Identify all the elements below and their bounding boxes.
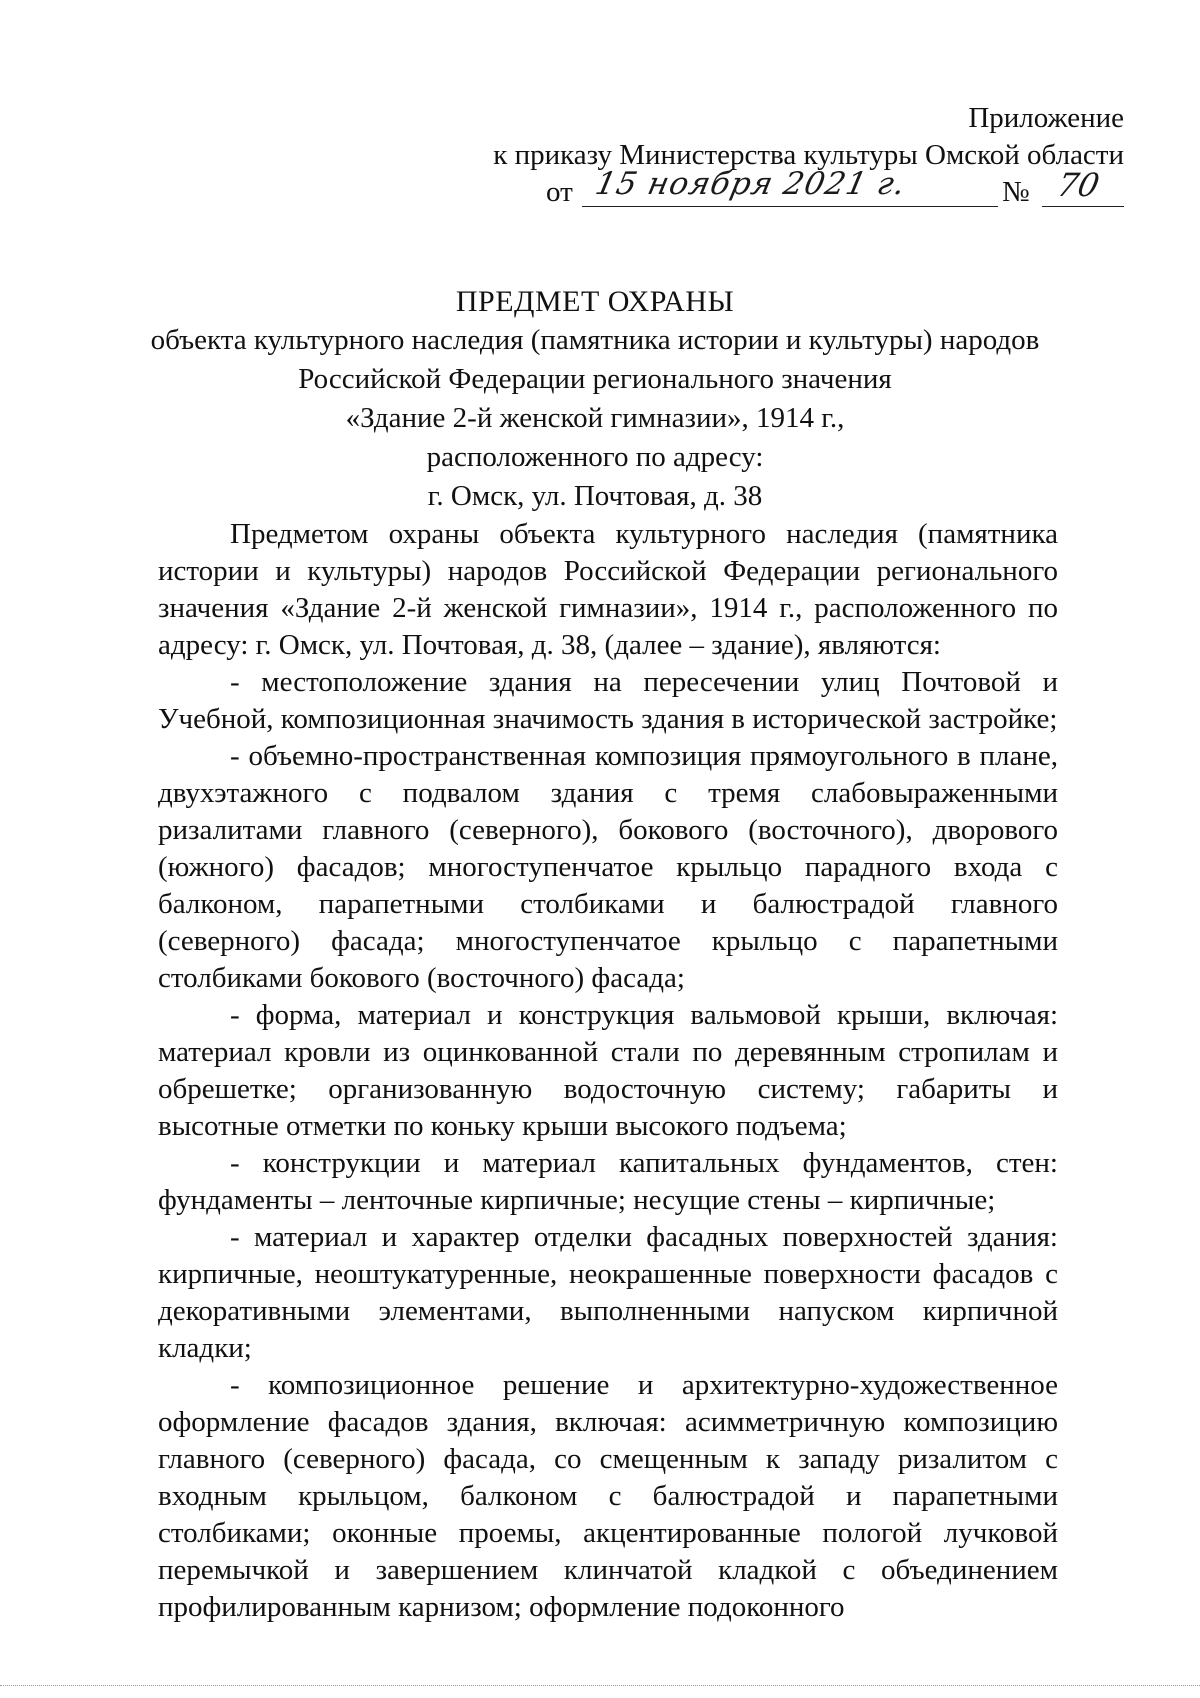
paragraph-facade-finish: - материал и характер отделки фасадных поверхностей здания: кирпичные, неоштукатуренные, неокрашенные поверхности фасадов с декоративными элементами, выполненными напуском кирпичной кладки; <box>158 1221 1058 1364</box>
paragraph-facade-design: - композиционное решение и архитектурно-художественное оформление фасадов здания, включая: асимметричную композицию главного (северного) фасада, со смещенным к западу ризалитом с входным крыльцом, балконом с балюстрадой и парапетными столбиками; оконные проемы, акцентированные пологой лучковой перемычкой и завершением клинчатой кладкой с объединением профилированным карнизом; оформление подоконного <box>158 1369 1058 1623</box>
title-line-address-label: расположенного по адресу: <box>426 441 764 473</box>
number-underline <box>1042 206 1124 207</box>
order-date-number-line <box>546 166 1124 210</box>
title-line-building: «Здание 2-й женской гимназии», 1914 г., <box>345 402 845 434</box>
number-label: № <box>1002 176 1030 208</box>
paragraph-composition: - объемно-пространственная композиция прямоугольного в плане, двухэтажного с подвалом здания с тремя слабовыраженными ризалитами главного (северного), бокового (восточного), дворового (южного) фасадов; многоступенчатое крыльцо парадного входа с балконом, парапетными столбиками и балюстрадой главного (северного) фасада; многоступенчатое крыльцо с парапетными столбиками бокового (восточного) фасада; <box>158 740 1058 994</box>
title-line-object: объекта культурного наследия (памятника истории и культуры) народов <box>150 324 1040 356</box>
document-title: ПРЕДМЕТ ОХРАНЫ <box>455 285 735 318</box>
paragraph-roof: - форма, материал и конструкция вальмовой крыши, включая: материал кровли из оцинкованной стали по деревянным стропилам и обрешетке; организованную водосточную систему; габариты и высотные отметки по коньку крыши высокого подъема; <box>158 999 1058 1142</box>
appendix-label: Приложение <box>968 102 1124 134</box>
handwritten-date: 15 ноября 2021 г. <box>592 166 910 202</box>
paragraph-foundations: - конструкции и материал капитальных фундаментов, стен: фундаменты – ленточные кирпичные; несущие стены – кирпичные; <box>158 1147 1058 1216</box>
document-body <box>158 516 1058 1626</box>
handwritten-number: 70 <box>1053 166 1103 204</box>
order-reference: к приказу Министерства культуры Омской области <box>493 139 1124 171</box>
document-title-block <box>60 282 1130 516</box>
paragraph-location: - местоположение здания на пересечении улиц Почтовой и Учебной, композиционная значимость здания в исторической застройке; <box>158 666 1058 735</box>
paragraph-intro: Предметом охраны объекта культурного наследия (памятника истории и культуры) народов Российской Федерации регионального значения «Здание 2-й женской гимназии», 1914 г., расположенного по адресу: г. Омск, ул. Почтовая, д. 38, (далее – здание), являются: <box>158 518 1058 661</box>
date-underline <box>582 206 998 207</box>
scan-artifact-line <box>0 1685 1200 1686</box>
date-prefix: от <box>546 176 573 208</box>
title-line-federation: Российской Федерации регионального значения <box>298 363 892 395</box>
title-line-address: г. Омск, ул. Почтовая, д. 38 <box>427 480 763 512</box>
